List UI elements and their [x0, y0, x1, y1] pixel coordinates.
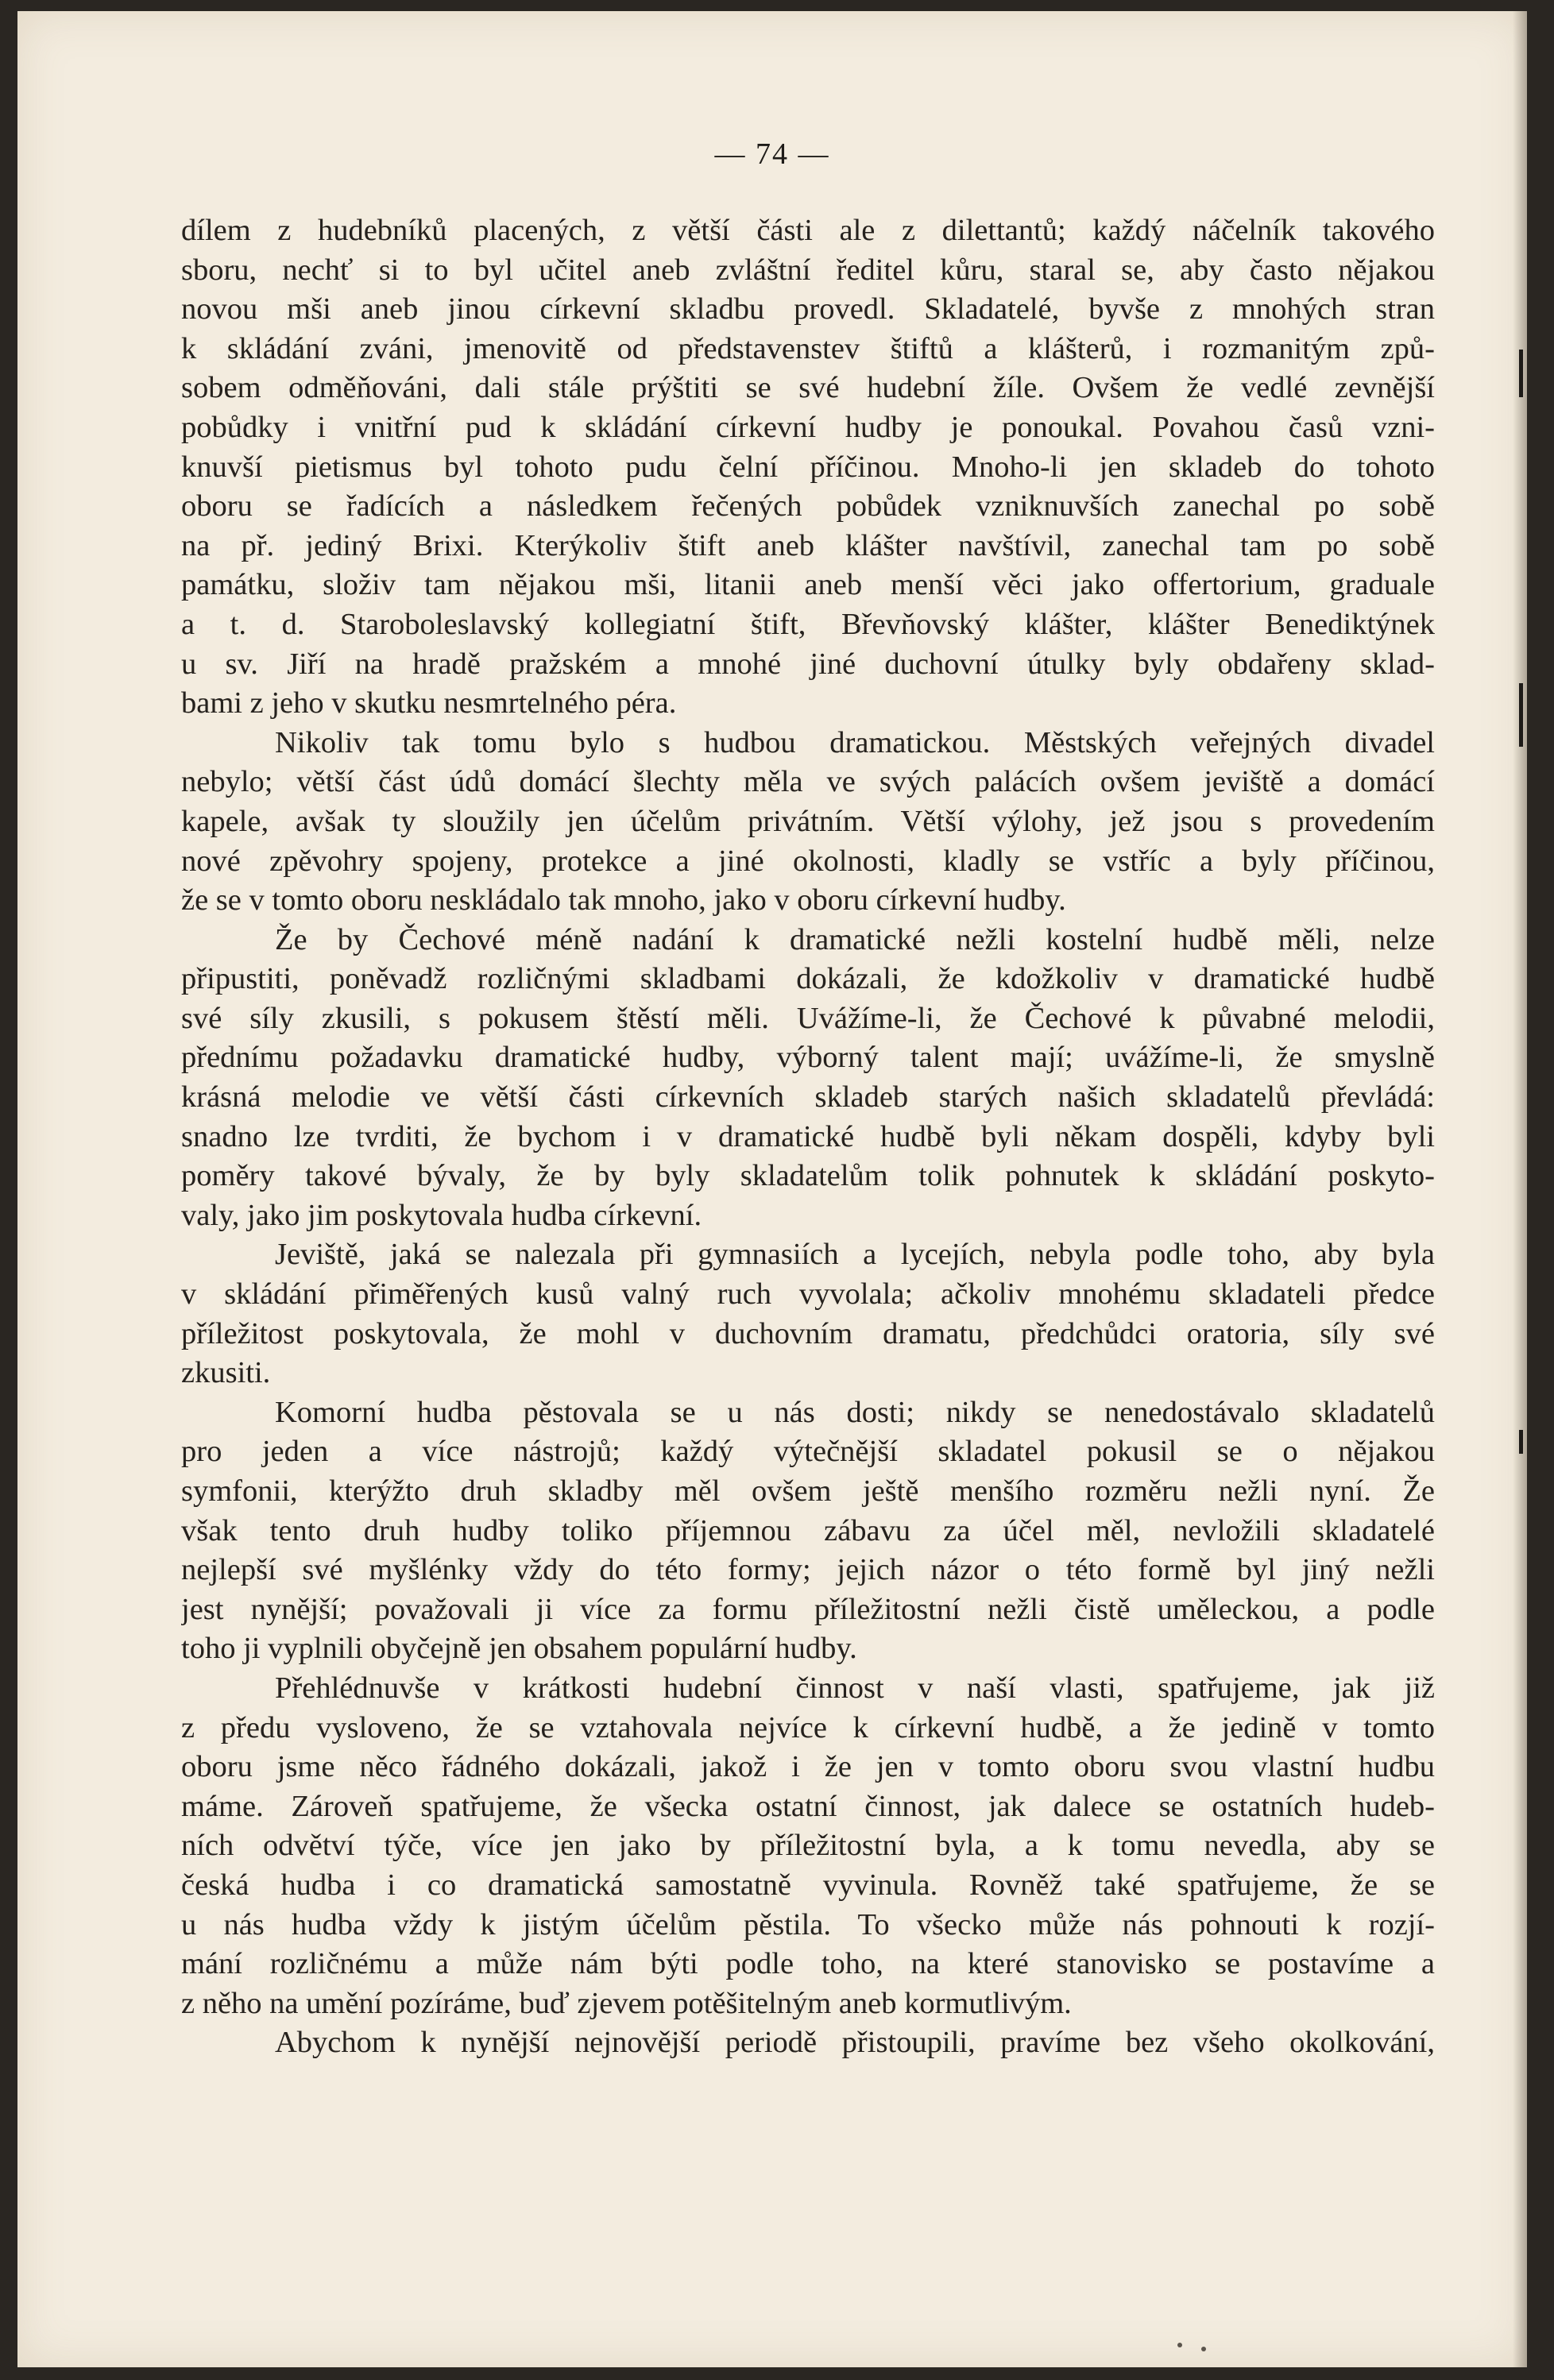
binding-edge-mark: [1519, 1430, 1523, 1454]
binding-edge-mark: [1519, 350, 1523, 397]
paragraph: [181, 1235, 1435, 1393]
text-line: pro jeden a více nástrojů; každý výtečnější skladatel pokusil se o nějakou: [181, 1435, 1435, 1469]
text-line: ních odvětví týče, více jen jako by příležitostní byla, a k tomu nevedla, aby se: [181, 1829, 1435, 1863]
text-line: památku, složiv tam nějakou mši, litanii aneb menší věci jako offertorium, graduale: [181, 568, 1435, 602]
paragraph: [181, 211, 1435, 724]
page-number: — 74 —: [714, 137, 830, 171]
text-line: Komorní hudba pěstovala se u nás dosti; nikdy se nenedostávalo skladatelů: [275, 1395, 1435, 1429]
text-line: mání rozličnému a může nám býti podle toho, na které stanovisko se postavíme a: [181, 1947, 1435, 1981]
text-line: symfonii, kterýžto druh skladby měl ovšem ještě menšího rozměru nežli nyní. Že: [181, 1474, 1435, 1508]
text-line: máme. Zároveň spatřujeme, že všecka ostatní činnost, jak dalece se ostatních hudeb-: [181, 1789, 1435, 1823]
paper-speck: [1177, 2343, 1182, 2347]
text-line: z něho na umění pozíráme, buď zjevem potěšitelným aneb kormutlivým.: [181, 1986, 1072, 2020]
text-line: však tento druh hudby toliko příjemnou zábavu za účel měl, nevložili skladatelé: [181, 1513, 1435, 1547]
text-line: poměry takové bývaly, že by byly skladatelům tolik pohnutek k skládání poskyto-: [181, 1159, 1435, 1193]
text-line: jest nynější; považovali ji více za formu příležitostní nežli čistě uměleckou, a podle: [181, 1592, 1435, 1626]
text-line: nové zpěvohry spojeny, protekce a jiné okolnosti, kladly se vstříc a byly příčinou,: [181, 844, 1435, 878]
text-line: připustiti, poněvadž rozličnými skladbami dokázali, že kdožkoliv v dramatické hudbě: [181, 962, 1435, 996]
text-line: novou mši aneb jinou církevní skladbu provedl. Skladatelé, byvše z mnohých stran: [181, 292, 1435, 326]
text-line: Jeviště, jaká se nalezala při gymnasiích a lycejích, nebyla podle toho, aby byla: [275, 1238, 1435, 1272]
text-line: zkusiti.: [181, 1356, 271, 1390]
text-line: snadno lze tvrditi, že bychom i v dramatické hudbě byli někam dospěli, kdyby byli: [181, 1119, 1435, 1153]
text-line: oboru se řadících a následkem řečených pobůdek vzniknuvších zanechal po sobě: [181, 489, 1435, 524]
text-line: Že by Čechové méně nadání k dramatické nežli kostelní hudbě měli, nelze: [275, 922, 1435, 956]
text-line: česká hudba i co dramatická samostatně vyvinula. Rovněž také spatřujeme, že se: [181, 1868, 1435, 1902]
text-line: Abychom k nynější nejnovější periodě přistoupili, pravíme bez všeho okolkování,: [275, 2026, 1435, 2060]
text-line: Nikoliv tak tomu bylo s hudbou dramatickou. Městských veřejných divadel: [275, 725, 1435, 759]
text-line: své síly zkusili, s pokusem štěstí měli. Uvážíme-li, že Čechové k půvabné melodii,: [181, 1001, 1435, 1035]
text-line: přednímu požadavku dramatické hudby, výborný talent mají; uvážíme-li, že smyslně: [181, 1041, 1435, 1075]
text-line: u nás hudba vždy k jistým účelům pěstila. To všecko může nás pohnouti k rozjí-: [181, 1907, 1435, 1941]
paper-speck: [1201, 2347, 1206, 2351]
binding-edge-mark: [1519, 683, 1523, 747]
text-line: sboru, nechť si to byl učitel aneb zvláštní ředitel kůru, staral se, aby často nějakou: [181, 253, 1435, 287]
text-line: krásná melodie ve větší části církevních skladeb starých našich skladatelů převládá:: [181, 1080, 1435, 1115]
text-line: příležitost poskytovala, že mohl v duchovním dramatu, předchůdci oratoria, síly své: [181, 1316, 1435, 1350]
text-line: dílem z hudebníků placených, z větší části ale z dilettantů; každý náčelník takového: [181, 214, 1435, 247]
text-line: bami z jeho v skutku nesmrtelného péra.: [181, 686, 677, 721]
text-line: na př. jediný Brixi. Kterýkoliv štift aneb klášter navštívil, zanechal tam po sobě: [181, 528, 1435, 562]
text-line: toho ji vyplnili obyčejně jen obsahem populární hudby.: [181, 1632, 857, 1666]
text-line: že se v tomto oboru neskládalo tak mnoho, jako v oboru církevní hudby.: [181, 883, 1066, 918]
text-line: u sv. Jiří na hradě pražském a mnohé jiné duchovní útulky byly obdařeny sklad-: [181, 647, 1435, 681]
body-text: [181, 211, 1435, 2063]
text-line: k skládání zváni, jmenovitě od představenstev štiftů a klášterů, i rozmanitým způ-: [181, 331, 1435, 365]
text-line: oboru jsme něco řádného dokázali, jakož i že jen v tomto oboru svou vlastní hudbu: [181, 1750, 1435, 1784]
paragraph: [181, 1393, 1435, 1669]
text-line: nejlepší své myšlénky vždy do této formy; jejich názor o této formě byl jiný nežli: [181, 1553, 1435, 1587]
text-line: valy, jako jim poskytovala hudba církevní.: [181, 1198, 702, 1232]
paragraph: [181, 921, 1435, 1236]
book-page: [17, 11, 1527, 2367]
text-line: a t. d. Staroboleslavský kollegiatní štift, Břevňovský klášter, klášter Benediktýnek: [181, 607, 1435, 641]
text-line: v skládání přiměřených kusů valný ruch vyvolala; ačkoliv mnohému skladateli předce: [181, 1277, 1435, 1312]
paragraph: [181, 1669, 1435, 2023]
text-line: z předu vysloveno, že se vztahovala nejvíce k církevní hudbě, a že jedině v tomto: [181, 1710, 1435, 1744]
paragraph: [181, 724, 1435, 921]
text-line: knuvší pietismus byl tohoto pudu čelní příčinou. Mnoho-li jen skladeb do tohoto: [181, 450, 1435, 484]
paragraph: [181, 2023, 1435, 2063]
text-line: sobem odměňováni, dali stále prýštiti se své hudební žíle. Ovšem že vedlé zevnější: [181, 371, 1435, 405]
text-line: nebylo; větší část údů domácí šlechty měla ve svých palácích ovšem jeviště a domácí: [181, 765, 1435, 799]
text-line: Přehlédnuvše v krátkosti hudební činnost v naší vlasti, spatřujeme, jak již: [275, 1671, 1435, 1705]
text-line: kapele, avšak ty sloužily jen účelům privátním. Větší výlohy, jež jsou s provedením: [181, 804, 1435, 838]
text-line: pobůdky i vnitřní pud k skládání církevní hudby je ponoukal. Povahou časů vzni-: [181, 410, 1435, 444]
